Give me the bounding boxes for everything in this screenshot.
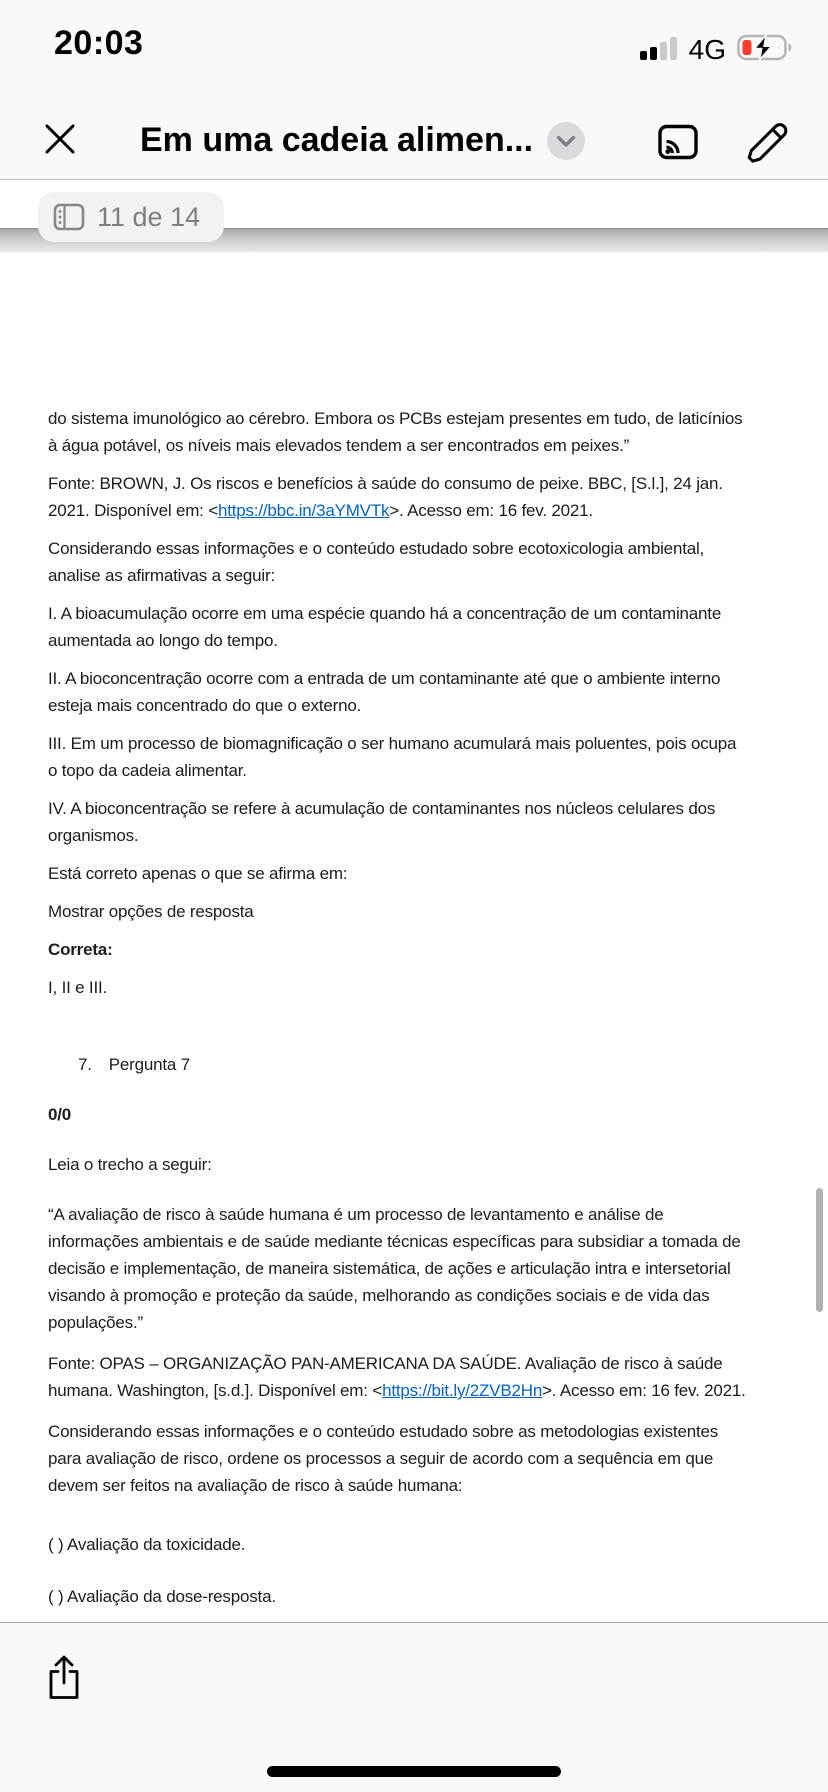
chevron-down-icon bbox=[556, 135, 576, 148]
page-indicator-pill[interactable] bbox=[38, 192, 224, 242]
document-page bbox=[0, 251, 828, 1739]
question-number: 7. bbox=[78, 1055, 92, 1074]
correct-answer: I, II e III. bbox=[48, 978, 108, 997]
markup-button[interactable] bbox=[742, 118, 789, 165]
paragraph-source-2 bbox=[48, 1350, 750, 1404]
share-button[interactable] bbox=[44, 1653, 84, 1701]
page-thumbnails-icon bbox=[53, 203, 85, 231]
next-question-heading bbox=[48, 1051, 750, 1078]
share-icon bbox=[44, 1653, 84, 1701]
source-2-link[interactable]: https://bit.ly/2ZVB2Hn bbox=[382, 1381, 543, 1400]
cast-button[interactable] bbox=[656, 120, 700, 164]
paragraph-prompt-2: Considerando essas informações e o conteúdo estudado sobre as metodologias existentes para avaliação de risco, ordene os processos a seguir de acordo com a sequência em que devem ser feitos na avaliação de risco à saúde humana: bbox=[48, 1422, 719, 1495]
source-1-suffix: >. Acesso em: 16 fev. 2021. bbox=[389, 501, 593, 520]
quote-paragraph: “A avaliação de risco à saúde humana é um processo de levantamento e análise de informações ambientais e de saúde mediante técnicas específicas para subsidiar a tomada de decisão e implementação, de maneira sistemática, de ações e articulação intra e intersetorial visando à promoção e proteção da saúde, melhorando as condições sociais e de vida das populações.” bbox=[48, 1205, 741, 1332]
title-menu-button[interactable] bbox=[547, 122, 585, 160]
cellular-signal-icon bbox=[640, 36, 678, 65]
top-chrome bbox=[0, 0, 828, 180]
question-line: Está correto apenas o que se afirma em: bbox=[48, 864, 348, 883]
order-item-1: ( ) Avaliação da toxicidade. bbox=[48, 1535, 246, 1554]
statement-1: I. A bioacumulação ocorre em uma espécie quando há a concentração de um contaminante aumentada ao longo do tempo. bbox=[48, 604, 722, 650]
paragraph-source-1 bbox=[48, 470, 750, 524]
statement-4: IV. A bioconcentração se refere à acumulação de contaminantes nos núcleos celulares dos organismos. bbox=[48, 799, 716, 845]
close-button[interactable] bbox=[41, 120, 79, 158]
correct-label: Correta: bbox=[48, 940, 113, 959]
markup-pencil-icon bbox=[742, 118, 789, 165]
source-1-link[interactable]: https://bbc.in/3aYMVTk bbox=[217, 501, 390, 520]
source-1-text: Fonte: BROWN, J. Os riscos e benefícios à saúde do consumo de peixe. BBC, [S.l.], 24 jan. 2021. Disponível em: < bbox=[48, 474, 723, 520]
battery-charging-icon bbox=[737, 34, 793, 66]
document-title[interactable]: Em uma cadeia alimen... bbox=[140, 121, 534, 159]
read-line: Leia o trecho a seguir: bbox=[48, 1155, 212, 1174]
status-time: 20:03 bbox=[54, 24, 144, 62]
order-item-2: ( ) Avaliação da dose-resposta. bbox=[48, 1587, 276, 1606]
question-score: 0/0 bbox=[48, 1105, 72, 1124]
home-indicator[interactable] bbox=[267, 1766, 561, 1777]
scrollbar-thumb[interactable] bbox=[816, 1188, 823, 1312]
question-title: Pergunta 7 bbox=[108, 1055, 190, 1074]
statement-2: II. A bioconcentração ocorre com a entrada de um contaminante até que o ambiente interno esteja mais concentrado do que o externo. bbox=[48, 669, 721, 715]
page-indicator-label: 11 de 14 bbox=[97, 201, 201, 232]
status-indicators bbox=[640, 34, 793, 66]
source-2-suffix: >. Acesso em: 16 fev. 2021. bbox=[542, 1381, 746, 1400]
source-2-text: Fonte: OPAS – ORGANIZAÇÃO PAN-AMERICANA DA SAÚDE. Avaliação de risco à saúde humana. Washington, [s.d.]. Disponível em: < bbox=[48, 1354, 723, 1400]
paragraph-prompt-1: Considerando essas informações e o conteúdo estudado sobre ecotoxicologia ambiental, analise as afirmativas a seguir: bbox=[48, 539, 705, 585]
paragraph-intro: do sistema imunológico ao cérebro. Embora os PCBs estejam presentes em tudo, de laticínios à água potável, os níveis mais elevados tendem a ser encontrados em peixes.” bbox=[48, 409, 743, 455]
statement-3: III. Em um processo de biomagnificação o ser humano acumulará mais poluentes, pois ocupa o topo da cadeia alimentar. bbox=[48, 734, 737, 780]
cast-icon bbox=[656, 120, 700, 164]
show-options-text: Mostrar opções de resposta bbox=[48, 902, 254, 921]
network-type-label: 4G bbox=[688, 34, 726, 65]
